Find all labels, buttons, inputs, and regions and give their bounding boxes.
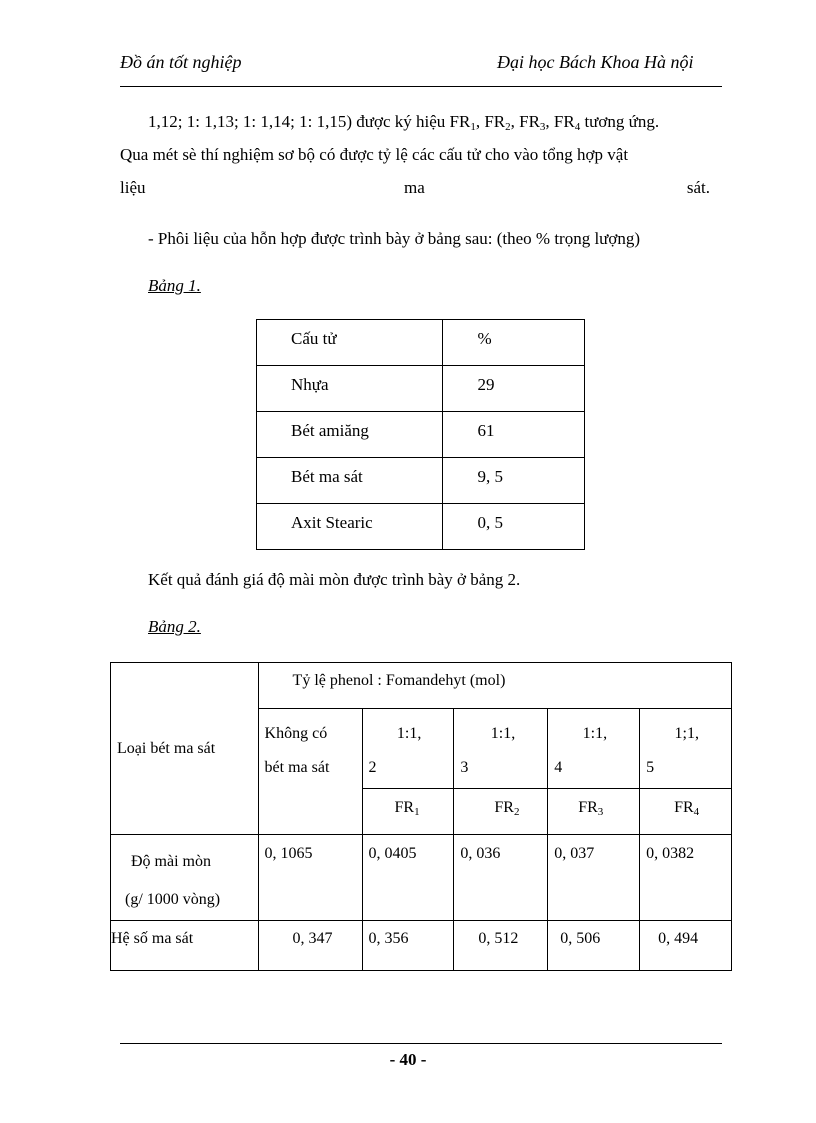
paragraph-line-1: 1,12; 1: 1,13; 1: 1,14; 1: 1,15) được ký hiệu $FR_1$, $FR_2$, $FR_3$, $FR_4$ tương ứng. xyxy=(148,112,660,133)
table1-caption: Bảng 1. xyxy=(148,276,201,295)
table-cell: Axit Stearic xyxy=(291,513,373,532)
table-cell: Cấu tử xyxy=(291,329,337,348)
table2-caption: Bảng 2. xyxy=(148,617,201,636)
paragraph-line-2: Qua mét sè thí nghiệm sơ bộ có được tỷ lệ các cấu tử cho vào tổng hợp vật xyxy=(120,145,629,164)
table-cell: % xyxy=(477,329,492,348)
table-cell: 1:1, 3 xyxy=(454,709,548,789)
table-row xyxy=(257,504,585,550)
table-cell: 0, 1065 xyxy=(258,835,362,921)
table-cell: 1:1, 2 xyxy=(362,709,454,789)
table-cell: Hệ số ma sát xyxy=(111,921,259,971)
table-cell: 0, 0405 xyxy=(362,835,454,921)
table-cell: 0, 347 xyxy=(258,921,362,971)
table-cell: 0, 0382 xyxy=(640,835,732,921)
table-row xyxy=(257,366,585,412)
table-cell: $FR_4$ xyxy=(640,789,732,835)
table-cell: 1;1, 5 xyxy=(640,709,732,789)
table-cell: $FR_3$ xyxy=(548,789,640,835)
table-cell: Bét amiăng xyxy=(291,421,369,440)
table-cell: 0, 037 xyxy=(548,835,640,921)
table-cell: 1:1, 4 xyxy=(548,709,640,789)
header-rule xyxy=(120,86,722,87)
table-1 xyxy=(256,319,585,550)
table-cell: $FR_2$ xyxy=(454,789,548,835)
paragraph-line-3: liệu ma sát. xyxy=(120,178,710,197)
table-cell: 0, 506 xyxy=(548,921,640,971)
table-row xyxy=(111,921,732,971)
table-cell: Bét ma sát xyxy=(291,467,363,486)
table-row xyxy=(257,458,585,504)
table-2 xyxy=(110,662,732,971)
footer-rule xyxy=(120,1043,722,1044)
table-row xyxy=(257,320,585,366)
table-cell: Nhựa xyxy=(291,375,329,394)
table-cell: 0, 5 xyxy=(477,513,503,532)
table-cell: 0, 356 xyxy=(362,921,454,971)
table-cell: Độ mài mòn (g/ 1000 vòng) xyxy=(111,835,259,921)
table-cell: 0, 512 xyxy=(454,921,548,971)
paragraph-ket-qua: Kết quả đánh giá độ mài mòn được trình bày ở bảng 2. xyxy=(148,570,521,589)
table-cell: 61 xyxy=(477,421,495,440)
table-cell: 9, 5 xyxy=(477,467,503,486)
header-left: Đồ án tốt nghiệp xyxy=(120,52,242,72)
page-number: - 40 - xyxy=(389,1050,427,1069)
table-cell: 0, 494 xyxy=(640,921,732,971)
header-right: Đại học Bách Khoa Hà nội xyxy=(497,52,694,72)
table-row xyxy=(257,412,585,458)
table-cell: $FR_1$ xyxy=(362,789,454,835)
table-cell: 29 xyxy=(477,375,495,394)
table-cell: Không có bét ma sát xyxy=(258,709,362,835)
row-header-cell: Loại bét ma sát xyxy=(111,663,259,835)
table-row xyxy=(111,835,732,921)
paragraph-phoi-lieu: - Phôi liệu của hỗn hợp được trình bày ở bảng sau: (theo % trọng lượng) xyxy=(148,229,641,248)
table-cell: 0, 036 xyxy=(454,835,548,921)
group-header-cell: Tỷ lệ phenol : Fomandehyt (mol) xyxy=(258,663,731,709)
table-row xyxy=(111,663,732,709)
